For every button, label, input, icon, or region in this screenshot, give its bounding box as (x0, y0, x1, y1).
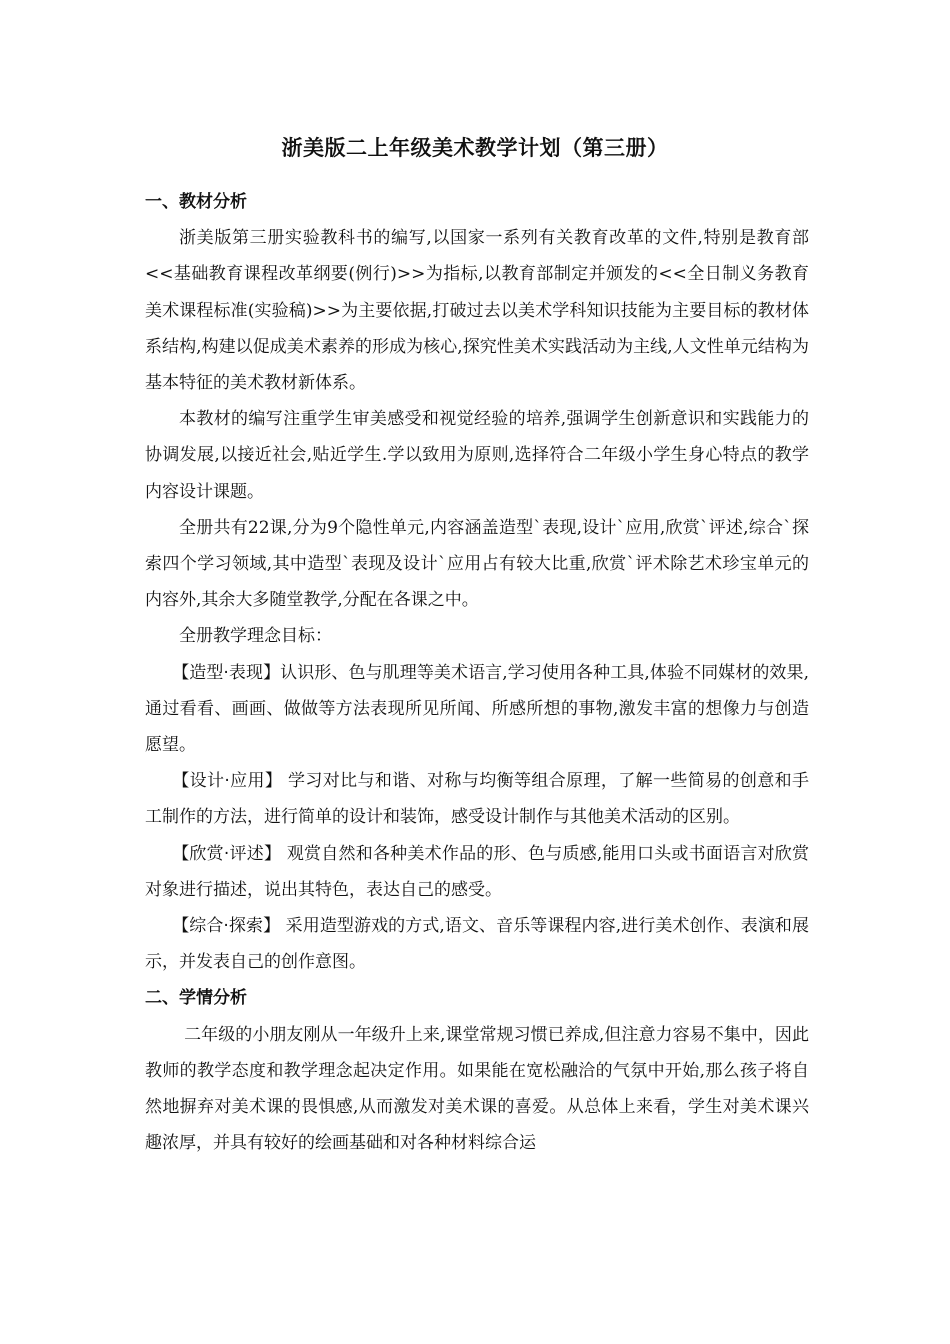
paragraph: 全册教学理念目标： (179, 626, 332, 647)
goal-text: 学习对比与和谐、对称与均衡等组合原理，了解一些简易的创意和手工制作的方法，进行简单的设计和装饰，感受设计制作与其他美术活动的区别。 (145, 771, 810, 828)
document-body (145, 184, 809, 1161)
section-heading-student-analysis: 二、学情分析 (145, 988, 247, 1009)
document-title: 浙美版二上年级美术教学计划（第三册） (281, 136, 669, 160)
paragraph: 全册共有22课,分为9个隐性单元,内容涵盖造型`表现,设计`应用,欣赏`评述,综合`探索四个学习领域,其中造型`表现及设计`应用占有较大比重,欣赏`评术除艺术珍宝单元的内容外,其余大多随堂教学,分配在各课之中。 (145, 517, 809, 611)
goal-label: 【设计·应用】 (172, 771, 283, 792)
goal-label: 【欣赏·评述】 (172, 843, 282, 864)
goal-text: 观赏自然和各种美术作品的形、色与质感,能用口头或书面语言对欣赏对象进行描述，说出其特色，表达自己的感受。 (145, 843, 810, 900)
goal-item-design (145, 763, 809, 835)
goal-text: 认识形、色与肌理等美术语言,学习使用各种工具,体验不同媒材的效果,通过看看、画画、做做等方法表现所见所闻、所感所想的事物,激发丰富的想像力与创造愿望。 (145, 662, 809, 756)
section-heading-textbook-analysis: 一、教材分析 (145, 192, 247, 212)
goal-text: 采用造型游戏的方式,语文、音乐等课程内容,进行美术创作、表演和展示，并发表自己的创作意图。 (145, 916, 809, 973)
paragraph: 浙美版第三册实验教科书的编写,以国家一系列有关教育改革的文件,特别是教育部<<基础教育课程改革纲要(例行)>>为指标,以教育部制定并颁发的<<全日制义务教育美术课程标准(实验稿)>>为主要依据,打破过去以美术学科知识技能为主要目标的教材体系结构,构建以促成美术素养的形成为核心,探究性美术实践活动为主线,人文性单元结构为基本特征的美术教材新体系。 (145, 228, 809, 394)
goal-label: 【造型·表现】 (172, 662, 281, 683)
goal-label: 【综合·探索】 (172, 916, 281, 937)
paragraph: 二年级的小朋友刚从一年级升上来,课堂常规习惯已养成,但注意力容易不集中，因此教师的教学态度和教学理念起决定作用。如果能在宽松融洽的气氛中开始,那么孩子将自然地摒弃对美术课的畏惧感,从而激发对美术课的喜爱。从总体上来看，学生对美术课兴趣浓厚，并具有较好的绘画基础和对各种材料综合运 (145, 1024, 809, 1154)
paragraph: 本教材的编写注重学生审美感受和视觉经验的培养,强调学生创新意识和实践能力的协调发展,以接近社会,贴近学生.学以致用为原则,选择符合二年级小学生身心特点的教学内容设计课题。 (145, 409, 809, 502)
goal-item-exploration (145, 908, 809, 980)
goal-item-appreciation (145, 836, 809, 908)
goal-item-modeling (145, 655, 809, 764)
